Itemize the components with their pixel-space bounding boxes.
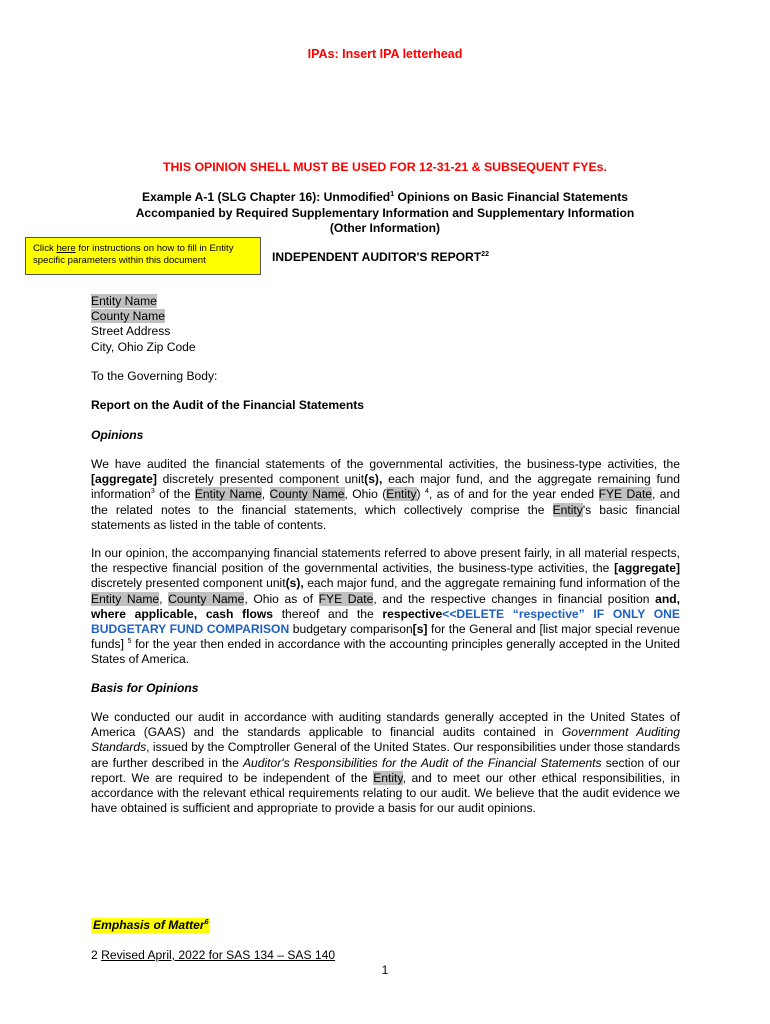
footnote-ref-6[interactable]: 6: [204, 918, 209, 926]
example-title-line3: (Other Information): [329, 221, 441, 235]
footnote-ref-22[interactable]: 22: [481, 250, 489, 258]
salutation: To the Governing Body:: [91, 369, 218, 383]
paragraph-opinion: In our opinion, the accompanying financial statements referred to above present fairly, in all material respects, the respective financial position of the governmental activities, the business-type activities, the [aggregate] discretely presented component unit(s), each major fund, and the aggregate remaining fund information of the Entity Name, County Name, Ohio as of FYE Date, and the respective changes in financial position and, where applicable, cash flows thereof and the respective<<DELETE “respective” IF ONLY ONE BUDGETARY FUND COMPARISON budgetary comparison[s] for the General and [list major special revenue funds] $^5$ for the year then ended in accordance with the accounting principles generally accepted in the United States of America.: [91, 546, 681, 667]
paragraph-basis: We conducted our audit in accordance with auditing standards generally accepted in the United States of America (GAAS) and the standards applicable to financial audits contained in Government Auditing Standards, issued by the Comptroller General of the United States. Our responsibilities under those standards are further described in the Auditor's Responsibilities for the Audit of the Financial Statements section of our report. We are required to be independent of the Entity, and to meet our other ethical responsibilities, in accordance with the relevant ethical requirements relating to our audit. We believe that the audit evidence we have obtained is sufficient and appropriate to provide a basis for our audit opinions.: [91, 710, 681, 816]
callout-text-pre: Click: [33, 243, 57, 254]
entity-name-field[interactable]: Entity Name: [91, 591, 160, 606]
example-title-line1-end: Opinions on Basic Financial Statements: [394, 190, 628, 204]
example-title-line1: Example A-1 (SLG Chapter 16): Unmodified: [142, 190, 391, 204]
instructions-link[interactable]: here: [56, 243, 76, 254]
entity-field[interactable]: Entity: [373, 770, 403, 785]
basis-heading: Basis for Opinions: [91, 681, 199, 695]
footnote-ref-1[interactable]: 1: [390, 190, 395, 198]
instructions-callout: [25, 237, 261, 275]
footnote-ref-5[interactable]: 5: [127, 638, 132, 646]
footnote-text: Revised April, 2022 for SAS 134 – SAS 140: [101, 948, 336, 962]
entity-name-field[interactable]: Entity Name: [91, 294, 157, 308]
entity-field[interactable]: Entity: [552, 502, 583, 517]
opinions-heading: Opinions: [91, 428, 144, 442]
county-name-field[interactable]: County Name: [168, 591, 245, 606]
report-title: [272, 250, 489, 264]
footnote-ref-3[interactable]: 3: [150, 488, 155, 496]
footnote: [91, 948, 335, 963]
county-name-field[interactable]: County Name: [91, 309, 165, 324]
footnote-ref-4[interactable]: 4: [424, 488, 429, 496]
paragraph-audited: We have audited the financial statements of the governmental activities, the business-type activities, the [aggregate] discretely presented component unit(s), each major fund, and the aggregate remaining fund information$^3$ of the Entity Name, County Name, Ohio (Entity) $^4$, as of and for the year ended FYE Date, and the related notes to the financial statements, which collectively comprise the Entity's basic financial statements as listed in the table of contents.: [91, 457, 680, 532]
county-name-field[interactable]: County Name: [269, 487, 345, 502]
address-block: [91, 294, 196, 355]
report-title-text: INDEPENDENT AUDITOR'S REPORT: [272, 250, 482, 264]
footnote-number: 2: [91, 948, 98, 962]
emphasis-heading: [91, 918, 210, 933]
page-number: 1: [381, 963, 389, 977]
street-address: Street Address: [91, 324, 171, 339]
fye-date-field[interactable]: FYE Date: [598, 487, 653, 502]
entity-field[interactable]: Entity: [386, 487, 417, 502]
emphasis-heading-text: Emphasis of Matter: [93, 918, 205, 932]
city-zip: City, Ohio Zip Code: [91, 339, 196, 354]
example-title: [0, 190, 770, 237]
delete-instruction: <<DELETE “respective” IF ONLY ONE BUDGETARY FUND COMPARISON: [91, 606, 680, 637]
section-heading: Report on the Audit of the Financial Statements: [91, 398, 365, 412]
entity-name-field[interactable]: Entity Name: [194, 487, 262, 502]
callout-text-post: for instructions on how to fill in Entity specific parameters within this document: [33, 243, 234, 267]
fye-date-field[interactable]: FYE Date: [318, 591, 374, 606]
letterhead-placeholder: IPAs: Insert IPA letterhead: [307, 47, 463, 61]
shell-notice: THIS OPINION SHELL MUST BE USED FOR 12-31-21 & SUBSEQUENT FYEs.: [163, 160, 607, 174]
example-title-line2: Accompanied by Required Supplementary Information and Supplementary Information: [135, 205, 635, 220]
